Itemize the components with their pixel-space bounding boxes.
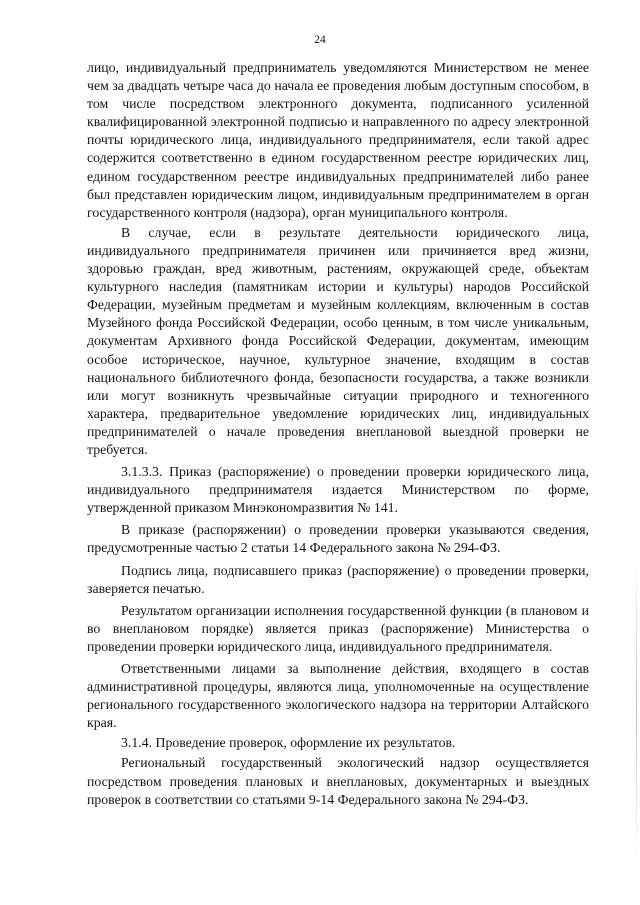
- page-number: 24: [314, 34, 326, 46]
- scan-edge-shadow: [636, 560, 637, 860]
- paragraph-responsible-persons: Ответственными лицами за выполнение действия, входящего в состав административной процедуры, являются лица, уполномоченные на осуществление регионального государственного экологического надзора на территории Алтайского края.: [87, 661, 589, 731]
- document-body: [87, 59, 589, 809]
- section-heading-3-1-4: 3.1.4. Проведение проверок, оформление их результатов.: [121, 735, 456, 751]
- paragraph-order-contents: В приказе (распоряжении) о проведении проверки указываются сведения, предусмотренные частью 2 статьи 14 Федерального закона № 294-ФЗ.: [87, 522, 589, 556]
- paragraph-notification-continued: лицо, индивидуальный предприниматель уведомляются Министерством не менее чем за двадцать четыре часа до начала ее проведения любым доступным способом, в том числе посредством электронного документа, подписанного усиленной квалифицированной электронной подписью и направленного по адресу электронной почты юридического лица, индивидуального предпринимателя, если такой адрес содержится соответственно в едином государственном реестре юридических лиц, едином государственном реестре индивидуальных предпринимателей либо ранее был представлен юридическим лицом, индивидуальным предпринимателем в орган государственного контроля (надзора), орган муниципального контроля.: [87, 60, 589, 220]
- paragraph-order-signature: Подпись лица, подписавшего приказ (распоряжение) о проведении проверки, заверяется печатью.: [87, 562, 589, 596]
- paragraph-inspections-method: Региональный государственный экологический надзор осуществляется посредством проведения плановых и внеплановых, документарных и выездных проверок в соответствии со статьями 9-14 Федерального закона № 294-ФЗ.: [87, 755, 589, 807]
- paragraph-procedure-result: Результатом организации исполнения государственной функции (в плановом и во внеплановом порядке) является приказ (распоряжение) Министерства о проведении проверки юридического лица, индивидуального предпринимателя.: [87, 602, 589, 654]
- paragraph-no-prior-notice: В случае, если в результате деятельности юридического лица, индивидуального предпринимателя причинен или причиняется вред жизни, здоровью граждан, вред животным, растениям, окружающей среде, объектам культурного наследия (памятникам истории и культуры) народов Российской Федерации, музейным предметам и музейным коллекциям, включенным в состав Музейного фонда Российской Федерации, особо ценным, в том числе уникальным, документам Архивного фонда Российской Федерации, документам, имеющим особое историческое, научное, культурное значение, входящим в состав национального библиотечного фонда, безопасности государства, а также возникли или могут возникнуть чрезвычайные ситуации природного и техногенного характера, предварительное уведомление юридических лиц, индивидуальных предпринимателей о начале проведения внеплановой выездной проверки не требуется.: [87, 224, 589, 457]
- paragraph-order-issuance: 3.1.3.3. Приказ (распоряжение) о проведении проверки юридического лица, индивидуального предпринимателя издается Министерством по форме, утвержденной приказом Минэкономразвития № 141.: [87, 464, 589, 516]
